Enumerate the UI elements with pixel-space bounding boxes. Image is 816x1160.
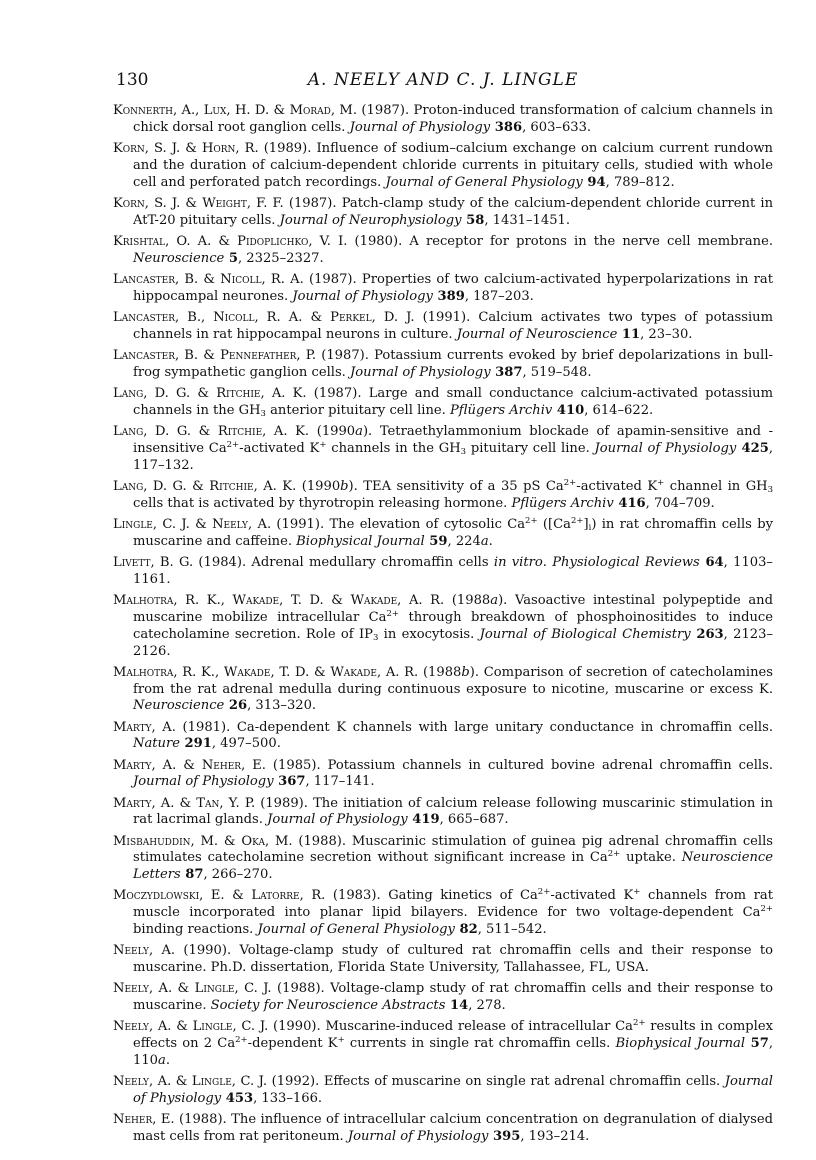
reference-item <box>113 310 773 344</box>
ref-journal: Journal of Physiology <box>133 1074 773 1107</box>
ref-journal: Journal of Physiology <box>292 288 433 304</box>
ref-year: (1989). <box>255 795 314 811</box>
ref-authors: Neely, A. & Lingle, C. J. <box>113 1019 269 1035</box>
ref-year: (1985). <box>265 757 328 773</box>
ref-journal: Neuroscience Letters <box>133 850 774 883</box>
ref-title: Adrenal medullary chromaffin cells <box>251 554 494 570</box>
ref-title: Ca-dependent K channels with large unitary conductance in chromaffin cells. <box>236 719 773 735</box>
reference-item <box>113 943 773 977</box>
ref-journal: Journal of Physiology <box>350 364 491 380</box>
ref-title: Gating kinetics of Ca <box>388 888 538 904</box>
ref-superscript: 2+ <box>632 1018 646 1029</box>
ref-year: (1990 <box>309 423 356 439</box>
ref-year: (1988 <box>444 592 491 608</box>
ref-title-cont: channel in GH <box>664 478 768 494</box>
reference-item <box>113 1112 773 1146</box>
ref-volume: 5 <box>224 250 238 266</box>
ref-volume: 395 <box>488 1129 521 1145</box>
ref-journal: Pflügers Archiv <box>449 402 553 418</box>
ref-journal: Journal of General Physiology <box>385 174 583 190</box>
ref-authors: Korn, S. J. & Weight, F. F. <box>113 195 284 211</box>
ref-title: Large and small conductance calcium-activated potassium channels in the GH <box>133 385 773 418</box>
ref-pages: , 665–687. <box>439 812 509 828</box>
ref-pages: , 278. <box>468 998 506 1014</box>
ref-authors: Misbahuddin, M. & Oka, M. <box>113 833 293 849</box>
ref-pages: , 519–548. <box>522 364 592 380</box>
ref-title: Effects of muscarine on single rat adrenal chromaffin cells. <box>323 1074 725 1090</box>
ref-journal: Journal of Physiology <box>133 774 274 790</box>
ref-year: (1987). <box>283 195 342 211</box>
reference-item <box>113 103 773 137</box>
ref-title-cont: ] <box>583 516 589 532</box>
ref-authors: Lang, D. G. & Ritchie, A. K. <box>113 423 310 439</box>
ref-pages: , 511–542. <box>477 922 547 938</box>
ref-superscript: 2+ <box>760 904 773 915</box>
ref-journal: Journal of Physiology <box>349 119 491 135</box>
ref-superscript: + <box>657 477 665 488</box>
ref-superscript: 2+ <box>226 439 240 450</box>
ref-journal: Biophysical Journal <box>296 533 425 549</box>
ref-pages: , 110 <box>133 1036 774 1069</box>
reference-item <box>113 196 773 230</box>
ref-pages: , 497–500. <box>211 736 281 752</box>
ref-title-cont: cells that is activated by thyrotropin releasing hormone. <box>133 495 512 511</box>
reference-item <box>113 272 773 306</box>
ref-volume: 64 <box>699 554 724 570</box>
ref-title: Muscarine-induced release of intracellular Ca <box>325 1019 633 1035</box>
reference-item <box>113 1019 773 1070</box>
ref-authors: Neely, A. & Lingle, C. J. <box>113 981 272 997</box>
ref-year: (1992). <box>267 1074 324 1090</box>
ref-superscript: 2+ <box>607 849 621 860</box>
ref-title: Influence of sodium–calcium exchange on calcium current rundown and the duration of calcium-dependent chloride currents in pituitary cells, studied with whole cell and perforated patch recordings. <box>133 141 773 190</box>
ref-subscript: 3 <box>460 446 467 457</box>
ref-authors: Lingle, C. J. & Neely, A. <box>113 516 272 532</box>
ref-title-cont: ) in rat chromaffin cells by muscarine and caffeine. <box>133 516 773 549</box>
reference-item <box>113 348 773 382</box>
reference-item <box>113 386 773 420</box>
ref-pages-end: . <box>488 533 493 549</box>
ref-volume: 291 <box>179 736 212 752</box>
ref-title-cont: -activated K <box>550 888 634 904</box>
ref-title-cont: binding reactions. <box>133 922 258 938</box>
ref-pages: , 266–270. <box>203 867 273 883</box>
ref-year-letter: a <box>355 423 363 439</box>
ref-authors: Malhotra, R. K., Wakade, T. D. & Wakade, A. R. <box>113 592 445 608</box>
ref-title-cont: -activated K <box>239 440 320 456</box>
ref-title-cont: anterior pituitary cell line. <box>265 402 450 418</box>
ref-year: (1987). <box>306 385 369 401</box>
ref-subscript: i <box>588 522 592 533</box>
ref-pages: , 1103–1161. <box>133 554 773 587</box>
ref-year: (1987). <box>303 271 362 287</box>
ref-title: Tetraethylammonium blockade of apamin-sensitive and -insensitive Ca <box>133 423 773 456</box>
ref-title: Proton-induced transformation of calcium channels in chick dorsal root ganglion cells. <box>133 103 773 135</box>
ref-year: (1991). <box>414 309 479 325</box>
ref-volume: 26 <box>224 698 248 714</box>
ref-authors: Lang, D. G. & Ritchie, A. K. <box>113 478 297 494</box>
ref-year: (1988). <box>292 833 352 849</box>
ref-pages: , 193–214. <box>520 1129 590 1145</box>
ref-journal: Neuroscience <box>133 250 225 266</box>
ref-title-italic: in vitro <box>493 554 543 570</box>
page-number: 130 <box>116 70 149 90</box>
ref-title: Potassium channels in cultured bovine adrenal chromaffin cells. <box>327 757 773 773</box>
ref-superscript: 2+ <box>537 887 551 898</box>
ref-title: Potassium currents evoked by brief depolarizations in bull-frog sympathetic ganglion cells. <box>133 347 773 380</box>
reference-item <box>113 834 773 885</box>
reference-item <box>113 796 773 830</box>
ref-volume: 453 <box>221 1091 254 1107</box>
page-header <box>116 70 770 96</box>
ref-authors: Marty, A. & Tan, Y. P. <box>113 795 256 811</box>
ref-title: The elevation of cytosolic Ca <box>329 516 526 532</box>
ref-title-cont: results in complex effects on 2 Ca <box>133 1019 773 1052</box>
ref-authors: Lancaster, B. & Nicoll, R. A. <box>113 271 304 287</box>
ref-title: Patch-clamp study of the calcium-dependent chloride current in AtT-20 pituitary cells. <box>133 195 774 228</box>
reference-item <box>113 234 773 268</box>
ref-year: (1987). <box>357 103 414 118</box>
ref-year: (1987). <box>316 347 375 363</box>
ref-title-cont: through breakdown of phosphoinositides to induce catecholamine secretion. Role of IP <box>133 609 774 642</box>
ref-title-cont: -activated K <box>576 478 658 494</box>
ref-authors: Moczydlowski, E. & Latorre, R. <box>113 888 326 904</box>
ref-year-letter: b <box>340 478 349 494</box>
ref-volume: 416 <box>613 495 646 511</box>
ref-superscript: 2+ <box>570 515 584 526</box>
reference-list <box>113 103 773 1150</box>
ref-year-end: ). <box>348 478 364 494</box>
ref-title: Calcium activates two types of potassium channels in rat hippocampal neurons in culture. <box>133 309 773 342</box>
ref-journal: Biophysical Journal <box>615 1036 746 1052</box>
ref-subscript: 3 <box>372 632 379 643</box>
ref-title-cont: channels from rat muscle incorporated into planar lipid bilayers. Evidence for two voltage-dependent Ca <box>133 888 773 921</box>
ref-title: The influence of intracellular calcium concentration on degranulation of dialysed mast cells from rat peritoneum. <box>133 1112 773 1145</box>
ref-authors: Krishtal, O. A. & Pidoplichko, V. I. <box>113 233 348 249</box>
ref-title-cont: channels in the GH <box>326 440 461 456</box>
ref-authors: Livett, B. G. <box>113 554 194 570</box>
ref-authors: Konnerth, A., Lux, H. D. & Morad, M. <box>113 103 358 118</box>
ref-pages: , 614–622. <box>584 402 654 418</box>
ref-year: (1988). <box>174 1112 232 1128</box>
ref-pages: , 117–132. <box>133 440 774 473</box>
ref-volume: 367 <box>273 774 306 790</box>
ref-title-cont: -dependent K <box>247 1036 338 1052</box>
ref-subscript: 3 <box>767 484 773 495</box>
ref-year: (1990). <box>268 1019 326 1035</box>
ref-volume: 82 <box>454 922 478 938</box>
ref-year: (1989). <box>258 141 317 156</box>
ref-year: (1980). <box>347 233 410 249</box>
ref-year: (1988 <box>418 664 462 680</box>
ref-superscript: + <box>319 439 327 450</box>
ref-volume: 263 <box>690 626 724 642</box>
ref-pages: , 1431–1451. <box>484 212 571 228</box>
ref-journal: Journal of Biological Chemistry <box>479 626 691 642</box>
reference-item <box>113 555 773 589</box>
ref-volume: 425 <box>736 440 769 456</box>
ref-title: The initiation of calcium release following muscarinic stimulation in rat lacrimal glands. <box>133 795 773 828</box>
ref-pages-letter: a <box>158 1053 166 1069</box>
ref-pages: , 313–320. <box>247 698 317 714</box>
ref-year: (1984). <box>193 554 252 570</box>
reference-item <box>113 758 773 792</box>
running-title: A. NEELY AND C. J. LINGLE <box>307 70 579 90</box>
ref-journal: Journal of Neuroscience <box>456 326 618 342</box>
ref-pages: , 23–30. <box>640 326 693 342</box>
ref-year: (1988). <box>271 981 331 997</box>
ref-superscript: + <box>337 1035 345 1046</box>
ref-year: (1990 <box>296 478 341 494</box>
ref-volume: 94 <box>582 174 606 190</box>
ref-pages: , 2123–2126. <box>133 626 774 659</box>
ref-year-end: ). <box>498 592 515 608</box>
ref-journal: Nature <box>133 736 180 752</box>
ref-year-end: ). <box>469 664 484 680</box>
ref-journal: Journal of Physiology <box>267 812 408 828</box>
ref-title: TEA sensitivity of a 35 pS Ca <box>363 478 564 494</box>
ref-year: (1990). <box>175 943 240 959</box>
ref-pages: , 117–141. <box>305 774 375 790</box>
ref-authors: Marty, A. <box>113 719 176 735</box>
ref-superscript: + <box>633 887 641 898</box>
ref-title-cont: . <box>542 554 553 570</box>
ref-authors: Lancaster, B. & Pennefather, P. <box>113 347 317 363</box>
ref-authors: Neely, A. & Lingle, C. J. <box>113 1074 268 1090</box>
ref-authors: Lancaster, B., Nicoll, R. A. & Perkel, D. J. <box>113 309 415 325</box>
ref-volume: 14 <box>445 998 469 1014</box>
ref-volume: 11 <box>617 326 641 342</box>
ref-authors: Korn, S. J. & Horn, R. <box>113 141 259 156</box>
ref-volume: 58 <box>461 212 485 228</box>
ref-year: (1983). <box>325 888 389 904</box>
ref-title-cont: uptake. <box>620 850 682 866</box>
ref-title: A receptor for protons in the nerve cell membrane. <box>409 233 774 249</box>
ref-superscript: 2+ <box>563 477 577 488</box>
ref-year-letter: a <box>490 592 499 608</box>
ref-title: Properties of two calcium-activated hyperpolarizations in rat hippocampal neurones. <box>133 271 774 304</box>
ref-volume: 419 <box>407 812 440 828</box>
ref-journal: Journal of Neurophysiology <box>279 212 462 228</box>
ref-pages: , 2325–2327. <box>237 250 324 266</box>
ref-authors: Malhotra, R. K., Wakade, T. D. & Wakade, A. R. <box>113 664 419 680</box>
ref-volume: 410 <box>552 402 585 418</box>
ref-title: Muscarinic stimulation of guinea pig adrenal chromaffin cells stimulates catecholamine secretion without significant increase in Ca <box>133 833 773 866</box>
reference-item <box>113 665 773 716</box>
ref-superscript: 2+ <box>386 608 400 619</box>
ref-title-cont: in exocytosis. <box>378 626 480 642</box>
ref-pages: , 133–166. <box>253 1091 323 1107</box>
ref-pages: , 789–812. <box>605 174 675 190</box>
reference-item <box>113 424 773 475</box>
ref-journal: Journal of General Physiology <box>257 922 455 938</box>
ref-superscript: 2+ <box>525 515 538 526</box>
reference-item <box>113 141 773 192</box>
ref-journal: Pflügers Archiv <box>511 495 614 511</box>
ref-journal: Society for Neuroscience Abstracts <box>210 998 446 1014</box>
ref-title: Comparison of secretion of catecholamines from the rat adrenal medulla during continuous exposure to nicotine, muscarine or excess K. <box>133 664 774 697</box>
ref-pages-letter: a <box>480 533 489 549</box>
reference-item <box>113 981 773 1015</box>
reference-item <box>113 479 773 513</box>
ref-volume: 57 <box>745 1036 769 1052</box>
ref-journal: Physiological Reviews <box>552 554 700 570</box>
reference-item <box>113 888 773 939</box>
ref-pages: , 704–709. <box>645 495 715 511</box>
ref-year: (1991). <box>271 516 330 532</box>
ref-pages: , 224 <box>447 533 481 549</box>
ref-authors: Neely, A. <box>113 943 176 959</box>
ref-volume: 386 <box>490 119 523 135</box>
reference-item <box>113 593 773 661</box>
ref-volume: 87 <box>180 867 204 883</box>
reference-item <box>113 720 773 754</box>
ref-subscript: 3 <box>260 408 266 419</box>
ref-year: (1981). <box>175 719 237 735</box>
reference-item <box>113 1074 773 1108</box>
ref-title: Voltage-clamp study of rat chromaffin cells and their response to muscarine. <box>133 981 773 1014</box>
ref-authors: Neher, E. <box>113 1112 175 1128</box>
ref-pages: , 603–633. <box>522 119 592 135</box>
ref-journal: Journal of Physiology <box>347 1129 489 1145</box>
ref-title-cont: pituitary cell line. <box>466 440 595 456</box>
ref-authors: Marty, A. & Neher, E. <box>113 757 266 773</box>
ref-pages-end: . <box>165 1053 170 1069</box>
ref-authors: Lang, D. G. & Ritchie, A. K. <box>113 385 307 401</box>
ref-journal: Neuroscience <box>133 698 225 714</box>
ref-volume: 389 <box>432 288 465 304</box>
ref-year-letter: b <box>461 664 470 680</box>
ref-title-cont: ([Ca <box>537 516 571 532</box>
ref-volume: 387 <box>490 364 523 380</box>
ref-volume: 59 <box>424 533 448 549</box>
ref-title: Vasoactive intestinal polypeptide and muscarine mobilize intracellular Ca <box>133 592 773 625</box>
ref-superscript: 2+ <box>235 1035 248 1046</box>
ref-journal: Journal of Physiology <box>594 440 737 456</box>
reference-item <box>113 517 773 551</box>
ref-year-end: ). <box>362 423 380 439</box>
ref-pages: , 187–203. <box>464 288 534 304</box>
ref-title: Voltage-clamp study of cultured rat chromaffin cells and their response to muscarine. Ph.D. dissertation, Florida State University, Tallahassee, FL, USA. <box>133 943 773 976</box>
ref-title-cont: currents in single rat chromaffin cells. <box>344 1036 616 1052</box>
